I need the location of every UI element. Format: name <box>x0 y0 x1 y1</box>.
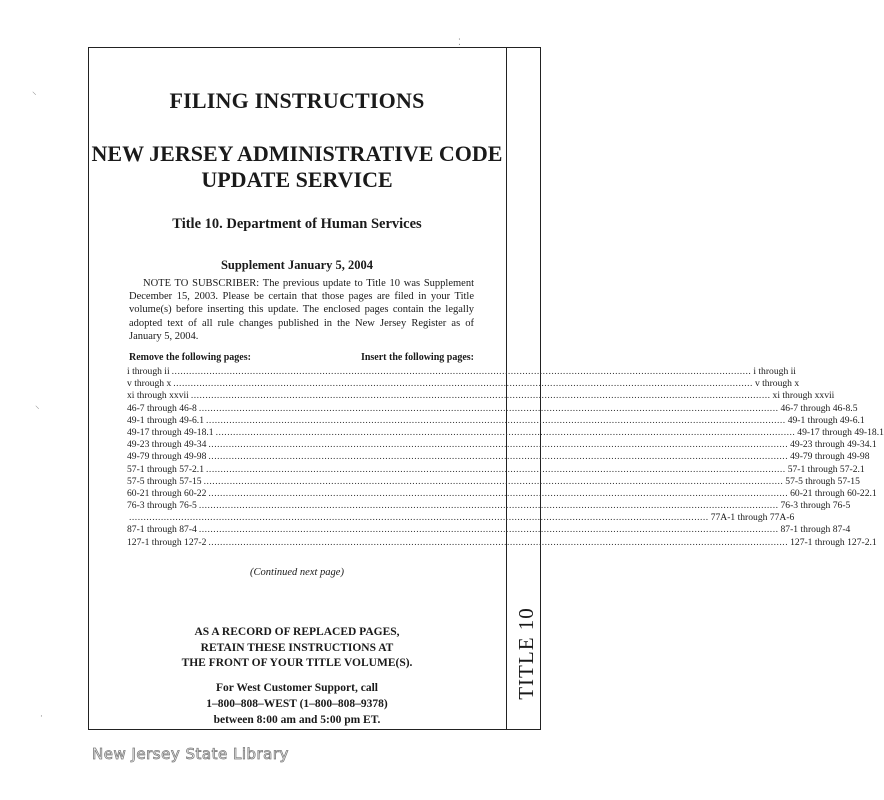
dot-leader: ........................................................................................................................................................................................................ <box>208 439 789 451</box>
dot-leader: ........................................................................................................................................................................................................ <box>208 487 789 499</box>
customer-support <box>88 680 506 728</box>
table-row <box>127 414 865 427</box>
scan-speck: ⁚ <box>458 38 461 48</box>
support-line-1: For West Customer Support, call <box>216 682 378 694</box>
retain-line-3: THE FRONT OF YOUR TITLE VOLUME(S). <box>181 657 413 669</box>
remove-cell: xi through xxvii <box>127 390 189 402</box>
remove-cell: 127-1 through 127-2 <box>127 536 207 548</box>
insert-cell: 49-1 through 49-6.1 <box>787 414 865 426</box>
retain-instructions <box>88 625 506 672</box>
retain-line-2: RETAIN THESE INSTRUCTIONS AT <box>200 641 394 654</box>
insert-cell: 127-1 through 127-2.1 <box>790 536 877 548</box>
code-title <box>88 141 506 193</box>
dot-leader: ........................................................................................................................................................................................................ <box>208 451 789 463</box>
insert-cell: 57-1 through 57-2.1 <box>787 463 865 475</box>
insert-cell: 49-23 through 49-34.1 <box>790 439 877 451</box>
retain-line-1: AS A RECORD OF REPLACED PAGES, <box>194 626 400 638</box>
table-row <box>127 402 858 415</box>
table-row <box>127 366 796 378</box>
title-tab <box>511 598 541 708</box>
scan-speck: · <box>40 712 43 722</box>
note-paragraph: NOTE TO SUBSCRIBER: The previous update to Title 10 was Supplement December 15, 2003. Please be certain that those pages are filed in your Title volume(s) before inserting this update. The enclosed pages contain the legally adopted text of all rule changes published in the New Jersey Register as of January 5, 2004. <box>129 278 474 342</box>
dot-leader: ........................................................................................................................................................................................................ <box>208 536 789 548</box>
dot-leader: ........................................................................................................................................................................................................ <box>129 512 709 524</box>
table-row <box>127 378 800 390</box>
subscriber-note <box>129 277 474 343</box>
table-row <box>127 463 865 476</box>
dot-leader: ........................................................................................................................................................................................................ <box>171 366 752 377</box>
remove-cell: 57-1 through 57-2.1 <box>127 463 205 475</box>
supplement-date: Supplement January 5, 2004 <box>220 258 374 272</box>
dot-leader: ........................................................................................................................................................................................................ <box>215 426 796 438</box>
insert-cell: 49-79 through 49-98 <box>790 451 870 463</box>
insert-cell: 77A-1 through 77A-6 <box>710 512 795 524</box>
page-replacement-table <box>127 366 884 549</box>
remove-cell: 87-1 through 87-4 <box>127 524 197 536</box>
table-row <box>127 426 884 439</box>
table-row <box>127 487 877 500</box>
insert-pages-header: Insert the following pages: <box>360 352 474 363</box>
page-heading: FILING INSTRUCTIONS <box>169 88 425 113</box>
dot-leader: ........................................................................................................................................................................................................ <box>203 475 784 487</box>
support-line-3: between 8:00 am and 5:00 pm ET. <box>213 714 381 726</box>
insert-cell: 87-1 through 87-4 <box>780 524 851 536</box>
insert-cell: 60-21 through 60-22.1 <box>790 487 877 499</box>
remove-cell: 49-17 through 49-18.1 <box>127 426 214 438</box>
dot-leader: ........................................................................................................................................................................................................ <box>206 463 786 475</box>
remove-cell: 49-79 through 49-98 <box>127 451 207 463</box>
scan-speck: ⸌ <box>35 405 40 415</box>
dot-leader: ........................................................................................................................................................................................................ <box>198 500 779 512</box>
table-row <box>127 536 877 549</box>
remove-pages-header: Remove the following pages: <box>129 352 251 363</box>
department-title: Title 10. Department of Human Services <box>172 216 422 232</box>
table-row <box>127 512 795 524</box>
dot-leader: ........................................................................................................................................................................................................ <box>198 524 779 536</box>
insert-cell: i through ii <box>753 366 796 377</box>
scan-speck: ⸌ <box>32 91 37 101</box>
table-row <box>127 500 851 512</box>
remove-cell: 49-23 through 49-34 <box>127 439 207 451</box>
table-row <box>127 439 877 451</box>
remove-cell: 57-5 through 57-15 <box>127 475 202 487</box>
dot-leader: ........................................................................................................................................................................................................ <box>190 390 771 402</box>
table-row <box>127 451 870 463</box>
table-row <box>127 390 835 402</box>
insert-cell: xi through xxvii <box>772 390 835 402</box>
insert-cell: 46-7 through 46-8.5 <box>780 402 858 414</box>
insert-cell: 49-17 through 49-18.1 <box>797 426 884 438</box>
dot-leader: ........................................................................................................................................................................................................ <box>206 414 786 426</box>
title-tab-label: TITLE 10 <box>513 606 538 700</box>
insert-cell: v through x <box>754 378 800 390</box>
table-row <box>127 475 860 488</box>
remove-cell: v through x <box>127 378 172 390</box>
remove-cell: i through ii <box>127 366 170 377</box>
continued-note: (Continued next page) <box>250 567 344 578</box>
library-stamp: New Jersey State Library <box>92 745 289 763</box>
insert-cell: 76-3 through 76-5 <box>780 500 851 512</box>
support-line-2: 1–800–808–WEST (1–800–808–9378) <box>206 698 388 710</box>
remove-cell: 76-3 through 76-5 <box>127 500 197 512</box>
dot-leader: ........................................................................................................................................................................................................ <box>198 402 779 414</box>
remove-cell: 46-7 through 46-8 <box>127 402 197 414</box>
dot-leader: ........................................................................................................................................................................................................ <box>173 378 753 390</box>
insert-cell: 57-5 through 57-15 <box>785 475 860 487</box>
code-title-line-1: NEW JERSEY ADMINISTRATIVE CODE <box>91 141 503 166</box>
remove-cell: 49-1 through 49-6.1 <box>127 414 205 426</box>
table-row <box>127 524 851 536</box>
code-title-line-2: UPDATE SERVICE <box>201 167 393 192</box>
remove-cell: 60-21 through 60-22 <box>127 487 207 499</box>
